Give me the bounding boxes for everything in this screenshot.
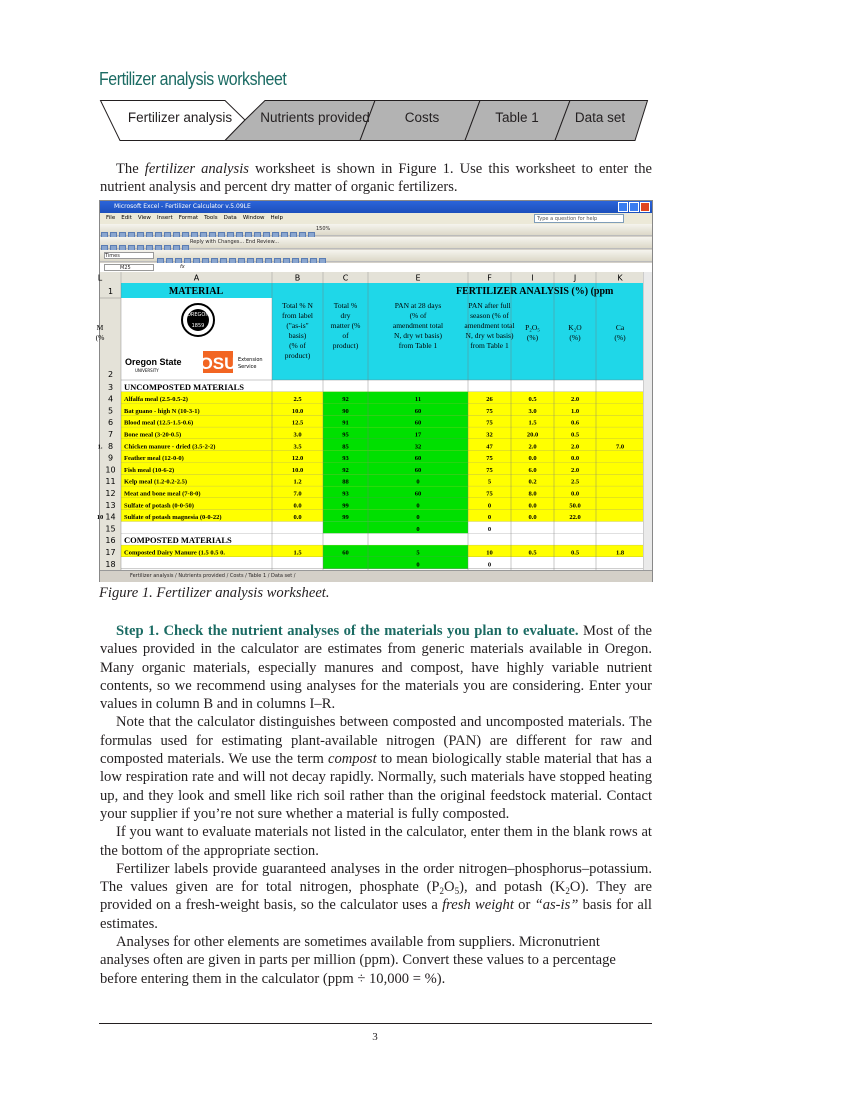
column-header-text: ("as-is" [286, 321, 309, 330]
column-letter: I [531, 273, 534, 283]
cell-value: 10 [486, 549, 493, 557]
pan-cells [323, 522, 468, 534]
analysis-cells [468, 392, 644, 404]
labels-paragraph: Fertilizer labels provide guaranteed analyses in the order nitrogen–phosphorus–potassium. The values given are for total nitrogen, phosphate $(P_2O_5)$, and potash $(K_2O)$. They are provided on a fresh-weight basis, so the calculator uses a fresh weight or “as-is” basis for all estimates. [100, 860, 652, 932]
cell-value: 93 [342, 490, 349, 498]
column-header-text: (%) [569, 333, 581, 342]
reviewing-toolbar: Reply with Changes... End Review... [100, 237, 652, 249]
column-header-text: (% of [289, 341, 306, 350]
row-number: 8 [107, 441, 114, 451]
row-number: 10 [105, 465, 116, 475]
column-letter: A [193, 273, 200, 283]
fx-label: fx [180, 264, 185, 270]
cell-value: 60 [342, 549, 349, 557]
cell-value: 0.5 [570, 431, 580, 439]
column-header-text: (% of [409, 311, 427, 320]
cell-value: 0 [416, 502, 420, 510]
step-1-paragraph: Step 1. Check the nutrient analyses of the materials you plan to evaluate. Most of the values provided in the calculator are estimates from generic materials available in Oregon. Many organic materials, especially manures and compost, have highly variable nutrient contents, so we recommend using analyses for the materials you are considering. Enter your values in column B and in columns I–R. [100, 623, 652, 713]
analysis-cells [468, 498, 644, 510]
cell-value: 12.5 [291, 419, 304, 427]
material-name: Meat and bone meal (7-8-0) [124, 490, 201, 498]
cell-value: 0.0 [528, 514, 537, 522]
material-name: Composted Dairy Manure (1.5 0.5 0. [124, 549, 225, 557]
material-name: Bone meal (3-20-0.5) [124, 431, 182, 439]
analysis-cells [468, 486, 644, 498]
row-number: 1 [107, 287, 114, 296]
excel-screenshot-figure [95, 200, 653, 582]
logo-extension: Extension [238, 357, 263, 363]
row-number: 6 [107, 418, 114, 428]
cell-value: 11 [414, 396, 422, 404]
cell-value: 75 [486, 419, 493, 427]
cell-value: 6.0 [528, 466, 537, 474]
column-letter: E [415, 273, 421, 283]
column-header-text: product) [284, 351, 311, 360]
row-number: 7 [107, 430, 114, 439]
cell-value: 10.0 [291, 466, 304, 474]
intro-paragraph: The fertilizer analysis worksheet is shown in Figure 1. Use this worksheet to enter the nutrient analysis and percent dry matter of organic fertilizers. [100, 161, 653, 196]
column-header-text: of [342, 331, 349, 340]
cell-value: 12.0 [291, 455, 304, 463]
excel-title-bar: Microsoft Excel - Fertilizer Calculator v.5.09LE [100, 201, 652, 213]
cell-value: 1.2 [293, 478, 302, 486]
cell-value: 0 [416, 478, 420, 486]
cell-value: 75 [486, 490, 493, 498]
cell-value: 2.0 [570, 443, 580, 451]
analysis-cells [468, 474, 644, 486]
cell-value: 2.0 [570, 466, 580, 474]
cell-value: 92 [342, 466, 349, 474]
cell-value: 7.0 [293, 490, 302, 498]
cell-value: 2.5 [293, 396, 302, 404]
logo-text: Oregon State [125, 357, 182, 367]
section-label: UNCOMPOSTED MATERIALS [124, 381, 245, 392]
column-letter: C [342, 273, 349, 283]
analysis-cells [468, 451, 644, 463]
row-number: 15 [105, 524, 116, 534]
cell-value: 0.0 [570, 490, 580, 498]
micronutrient-paragraph: Analyses for other elements are sometimes available from suppliers. Micronutrient analyses often are given in parts per million (ppm). Convert these values to a percentage before entering them in the calculator (ppm ÷ 10,000 = %). [100, 934, 616, 987]
cell-value: 3.0 [293, 431, 302, 439]
cell-value: 1. [97, 443, 103, 451]
analysis-cells [468, 510, 644, 522]
cell-value: 3.5 [293, 443, 302, 451]
cell-value: 3.0 [528, 407, 537, 415]
material-header: MATERIAL [168, 286, 224, 297]
cell-value: 60 [414, 490, 422, 498]
formatting-toolbar: Times [100, 250, 652, 262]
cell-value: 2.0 [528, 443, 537, 451]
cell-value: 0 [487, 514, 492, 522]
pan-cells [323, 557, 468, 569]
cell-value: 85 [342, 443, 349, 451]
cell-value: 20.0 [526, 431, 539, 439]
row-number: 14 [105, 512, 116, 522]
tab-data-set: Data set [574, 110, 626, 125]
cell-value: 7.0 [615, 443, 625, 451]
standard-toolbar: 150% [100, 224, 652, 236]
cell-value: 0 [487, 561, 492, 569]
column-header-text: K₂O [568, 323, 582, 332]
column-header-text: (% [95, 333, 105, 342]
column-header-text: N, dry wt basis) [465, 331, 514, 340]
cell-value: 88 [342, 478, 349, 486]
sheet-tabs: Fertilizer analysis / Nutrients provided / Costs / Table 1 / Data set / [100, 570, 652, 582]
column-header-text: from Table 1 [470, 341, 509, 350]
analysis-cells [468, 415, 644, 427]
logo-subtext: UNIVERSITY [135, 368, 159, 373]
analysis-cells [468, 522, 644, 534]
tab-table-1: Table 1 [495, 110, 539, 125]
cell-value: 60 [414, 407, 422, 415]
cell-value: 0.6 [570, 419, 580, 427]
column-header-text: amendment total [392, 321, 444, 330]
cell-value: 60 [414, 455, 422, 463]
material-name: Kelp meal (1.2-0.2-2.5) [124, 478, 188, 486]
column-header-text: product) [332, 341, 359, 350]
cell-value: 93 [342, 455, 349, 463]
material-name: Alfalfa meal (2.5-0.5-2) [124, 396, 188, 404]
maximize-icon [629, 202, 639, 212]
column-letter: F [487, 273, 492, 283]
name-box: M25 [104, 264, 154, 271]
column-letter: J [573, 273, 577, 283]
cell-value: 0.2 [528, 478, 537, 486]
analysis-cells [468, 404, 644, 416]
column-header-bar [97, 272, 644, 283]
cell-value: 1.5 [528, 419, 537, 427]
cell-value: 2.0 [570, 396, 580, 404]
cell-value: 0.0 [570, 455, 580, 463]
cell-value: 92 [342, 396, 349, 404]
body-text [100, 622, 652, 988]
cell-value: 0.5 [528, 549, 537, 557]
row-number: 4 [107, 394, 114, 404]
cell-value: 32 [486, 431, 493, 439]
analysis-cells [468, 463, 644, 475]
column-header-text: season (% of [470, 311, 509, 320]
cell-value: 95 [342, 431, 349, 439]
cell-value: 0 [487, 525, 492, 533]
cell-value: 0 [416, 514, 420, 522]
cell-value: 26 [486, 396, 493, 404]
column-header-text: dry [340, 311, 351, 320]
excel-menu-bar: File Edit View Insert Format Tools Data Window Help [100, 213, 652, 224]
tab-nutrients-provided: Nutrients provided [260, 110, 370, 125]
cell-value: 0.0 [293, 514, 302, 522]
cell-value: 50.0 [569, 502, 581, 510]
minimize-icon [618, 202, 628, 212]
cell-value: 99 [342, 502, 349, 510]
spreadsheet-grid [95, 272, 644, 570]
column-header-text: M [96, 323, 104, 332]
cell-value: 75 [486, 466, 493, 474]
analysis-cells [468, 557, 644, 569]
column-header-text: from label [281, 311, 314, 320]
help-search-box: Type a question for help [534, 214, 624, 223]
column-header-text: P₂O₅ [525, 323, 540, 332]
logo-extension: Service [238, 364, 257, 370]
row-number: 12 [105, 489, 116, 498]
column-letter: B [294, 273, 301, 283]
cell-value: 5 [487, 478, 492, 486]
row-number: 16 [105, 536, 116, 546]
cell-value: 91 [342, 419, 349, 427]
osu-logo-text: OSU [199, 354, 237, 373]
material-name: Chicken manure - dried (3.5-2-2) [124, 443, 216, 451]
cell-value: 0.5 [528, 396, 537, 404]
row-number: 5 [107, 406, 114, 416]
blank-rows-paragraph: If you want to evaluate materials not listed in the calculator, enter them in the blank rows at the bottom of the appropriate section. [100, 824, 652, 859]
row-number: 2 [107, 370, 114, 379]
cell-value: 90 [342, 407, 349, 415]
column-letter: K [617, 273, 623, 283]
cell-value: 0 [416, 561, 420, 569]
cell-value: 1.0 [570, 407, 580, 415]
cell-value: 22.0 [569, 514, 581, 522]
cell-value: 5 [416, 549, 420, 557]
section-label: COMPOSTED MATERIALS [124, 535, 232, 546]
cell-value: 0.0 [528, 502, 537, 510]
worksheet-tab-bar [100, 100, 648, 141]
column-header-text: (%) [526, 333, 539, 342]
row-number: 11 [105, 477, 116, 487]
fertilizer-analysis-header: FERTILIZER ANALYSIS (%) (ppm [456, 286, 614, 297]
cell-value: 99 [342, 514, 349, 522]
seal-text: OREGON [186, 312, 210, 318]
column-letter: L [97, 273, 103, 283]
footer-rule [99, 1023, 652, 1024]
tab-fertilizer-analysis: Fertilizer analysis [127, 110, 233, 125]
cell-value: 10.0 [291, 407, 304, 415]
column-header-text: PAN at 28 days [394, 301, 442, 310]
cell-value: 0 [487, 502, 492, 510]
close-icon [640, 202, 650, 212]
column-header-text: amendment total [464, 321, 515, 330]
column-header-text: matter (% [330, 321, 361, 330]
column-header-text: PAN after full [468, 301, 511, 310]
row-number: 18 [105, 559, 116, 569]
column-header-text: Total % [333, 301, 358, 310]
column-header-text: from Table 1 [398, 341, 438, 350]
vertical-scrollbar [643, 272, 652, 570]
column-header-text: N, dry wt basis) [394, 331, 442, 340]
cell-value: 0.0 [293, 502, 302, 510]
column-header-text: (%) [614, 333, 626, 342]
column-header-text: basis) [288, 331, 307, 340]
material-name: Sulfate of potash (0-0-50) [124, 502, 194, 510]
material-name: Bat guano - high N (10-3-1) [124, 407, 200, 415]
cell-value: 0 [416, 525, 420, 533]
cell-value: 8.0 [528, 490, 537, 498]
cell-value: 47 [486, 443, 493, 451]
row-number: 13 [105, 500, 116, 510]
cell-value: 10 [96, 514, 104, 522]
cell-value: 0.0 [528, 455, 537, 463]
cell-value: 17 [414, 431, 422, 439]
cell-value: 75 [486, 455, 493, 463]
cell-value: 0.5 [570, 549, 580, 557]
material-name: Blood meal (12.5-1.5-0.6) [124, 419, 194, 427]
material-name: Sulfate of potash magnesia (0-0-22) [124, 514, 222, 522]
figure-caption: Figure 1. Fertilizer analysis worksheet. [99, 585, 330, 601]
column-header-text: Total % N [282, 301, 313, 310]
cell-value: 60 [414, 419, 422, 427]
row-number: 3 [107, 382, 114, 392]
cell-value: 75 [486, 407, 493, 415]
page-number: 3 [372, 1031, 378, 1043]
material-name: Feather meal (12-0-0) [124, 455, 184, 463]
column-header-text: Ca [615, 323, 625, 332]
cell-value: 32 [414, 443, 422, 451]
cell-value: 60 [414, 466, 422, 474]
cell-value: 2.5 [570, 478, 580, 486]
section-heading: Fertilizer analysis worksheet [99, 68, 287, 89]
row-number: 9 [107, 453, 114, 463]
seal-text: 1859 [191, 323, 205, 329]
material-name: Fish meal (10-6-2) [124, 466, 175, 474]
cell-value: 1.5 [293, 549, 302, 557]
composted-paragraph: Note that the calculator distinguishes between composted and uncomposted materials. The formulas used for estimating plant-available nitrogen (PAN) are different for raw and composted materials. We use the term compost to mean biologically stable material that has a low respiration rate and will not decay rapidly. Normally, such materials have stopped heating up, and they look and smell like rich soil rather than the original feedstock material. Contact your supplier if you’re not sure whether a material is fully composted. [100, 714, 652, 822]
tab-costs: Costs [404, 110, 440, 125]
cell-value: 1.8 [615, 549, 625, 557]
row-number: 17 [105, 548, 116, 557]
analysis-cells [468, 427, 644, 439]
